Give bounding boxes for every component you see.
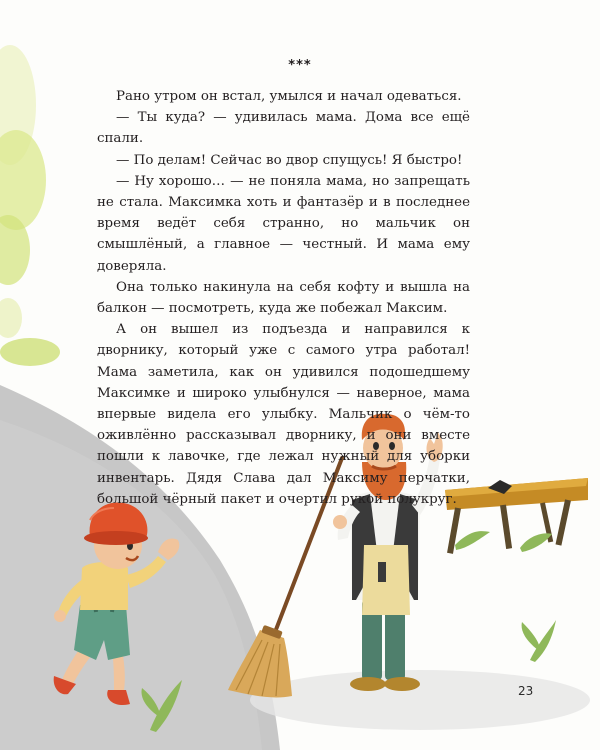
section-separator: *** (288, 58, 312, 73)
left-foliage (0, 45, 60, 366)
body-text (97, 86, 470, 510)
paragraph: — Ну хорошо… — не поняла мама, но запрещать не стала. Максимка хоть и фантазёр и в последнее время ведёт себя странно, но мальчик он смышлёный, а главное — честный. И мама ему доверяла. (97, 173, 470, 274)
paragraph: А он вышел из подъезда и направился к дворнику, который уже с самого утра работал! Мама заметила, как он удивился подошедшему Максимке и широко улыбнулся — наверное, мама впервые видела его улыбку. Мальчик о чём-то оживлённо рассказывал дворнику, и они вместе пошли к лавочке, где лежал нужный для уборки инвентарь. Дядя Слава дал Максиму перчатки, большой чёрный пакет и очертил рукой полукруг. (97, 322, 470, 507)
paragraph: — По делам! Сейчас во двор спущусь! Я быстро! (116, 152, 463, 168)
paragraph: Рано утром он встал, умылся и начал одеваться. (116, 89, 462, 104)
page-number: 23 (518, 684, 534, 698)
paragraph: Она только накинула на себя кофту и вышла на балкон — посмотреть, куда же побежал Максим. (97, 279, 470, 317)
paragraph: — Ты куда? — удивилась мама. Дома все ещё спали. (97, 110, 470, 147)
